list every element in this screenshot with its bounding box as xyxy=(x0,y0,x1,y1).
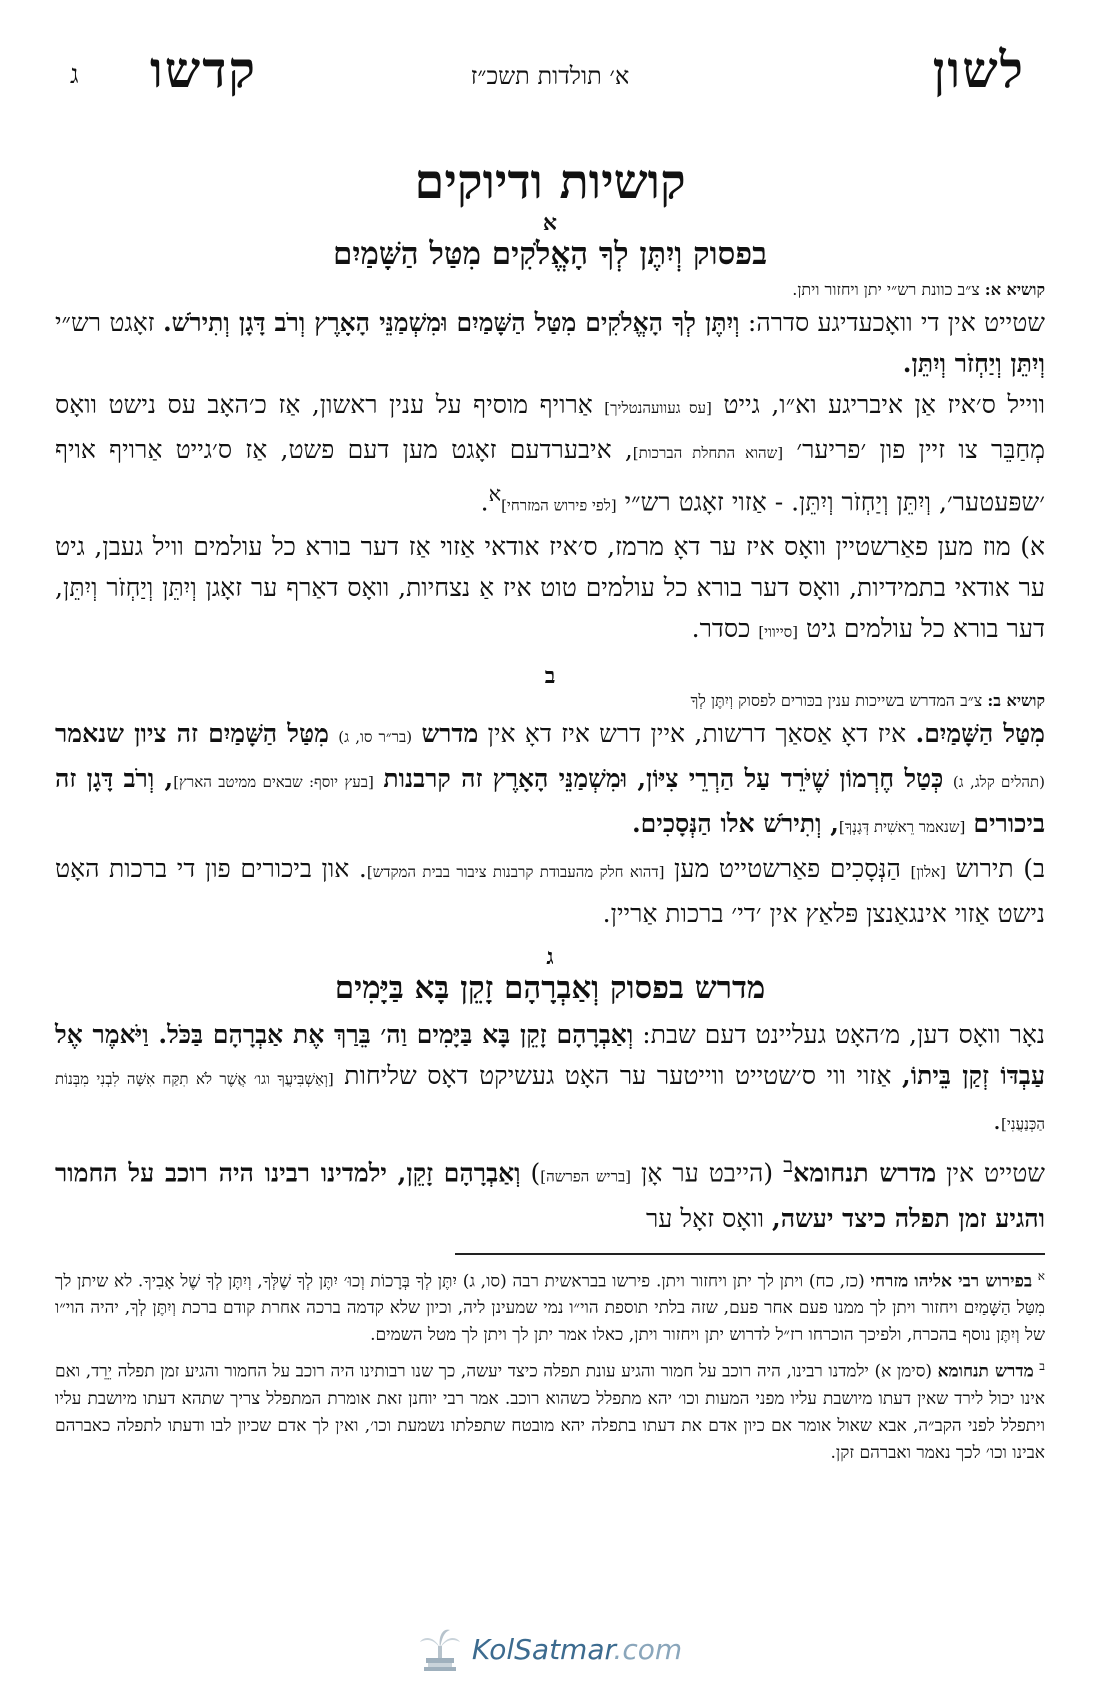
header-title-right: לשון xyxy=(932,40,1025,99)
kushya-a-label: קושיא א: xyxy=(984,280,1045,299)
kushya-b-text: צ״ב המדרש בשייכות ענין בכּורים לפסוק וְיִתֶּן לְךָ xyxy=(690,691,983,711)
section-a-letter: א xyxy=(542,210,558,236)
section-a-title: בפסוק וְיִתֶּן לְךָ הָאֱלֹקִים מִטַּל הַשָּׁמַיִם xyxy=(332,236,768,272)
section-c-paragraph-2: שטייט אין מדרש תנחומא$^ב$ (הייבט ער אָן [בריש הפרשה]) וְאַבְרָהָם זָקֵן, ילמדינו רבינו היה רוכב על החמור והגיע זמן תפלה כיצד יעשה, וואָס זאָל ער xyxy=(55,1153,1046,1233)
footnote-a: $^א$ בפירוש רבי אליהו מזרחי (כז, כח) ויתן לך יתן ויחזור ויתן. פירשו בבראשית רבה (סו, ג) יִתֶּן לְךָ בְּרָכוֹת וְכוּ׳ יִתֶּן לְךָ שֶׁלְּךָ, וְיִתֶּן לְךָ שֶׁל אָבִיךָ. לא שיתן לך מִטַּל הַשָּׁמַיִם ויחזור ויתן לך ממנו פעם אחר פעם, שזה בלתי תוספת הוי״ו נמי שמעינן ליה, וכיון שלא קדמה ברכה אחרת קודם ברכת וְיִתֶּן לְךָ, יהיה הוי״ו של וְיִתֶּן נוסף בהכרח, ולפיכך הוכרחו רז״ל לדרוש יתן ויחזור ויתן, כאלו אמר יתן לך ויתן לך מטל השמים. xyxy=(55,1268,1045,1346)
rashi-quote: וְיִתֵּן וְיַחְזֹר וְיִתֵּן. xyxy=(902,349,1045,378)
kushya-a xyxy=(55,280,1045,300)
kushya-a-text: צ״ב כוונת רש״י יתן ויחזור ויתן. xyxy=(792,280,980,299)
section-c-title: מדרש בפסוק וְאַבְרָהָם זָקֵן בָּא בַּיָּמִים xyxy=(334,970,766,1007)
page-number: ג xyxy=(70,60,79,90)
section-c-letter: ג xyxy=(546,944,554,971)
section-b-paragraph-2: ב) תירוש [אלון] הַנְּסָכִים פאַרשטייט מען [דהוא חלק מהעבודת קרבנות ציבור בבית המקדש]. און ביכורים פון די ברכות האָט נישט אַזוי אינגאַנצן פּלאַץ אין ׳די׳ ברכות אַריין. xyxy=(55,854,1046,929)
footnote-mark-b: ב xyxy=(1039,1359,1046,1374)
kushya-b-label: קושיא ב: xyxy=(987,691,1045,711)
section-a-paragraph-2: ווייל ס׳איז אַן איבריגע וא״ו, גייט [עס געוועהנטליך] אַרויף מוסיף על ענין ראשון, אַז כ׳האָב עס נישט וואָס מְחַבֵּר צו זיין פון ׳פריער׳ [שהוא התחלת הברכות], איבערדעם זאָגט מען דעם פשט, אַז ס׳גייט אַרויף אויף ׳שפּעטער׳, וְיִתֵּן וְיַחְזֹר וְיִתֵּן. - אַזוי זאָגט רש״י [לפי פירוש המזרחי]$^א$. xyxy=(55,390,1046,517)
section-b-letter: ב xyxy=(544,663,556,690)
footnote-mark-a: א xyxy=(1037,1268,1045,1283)
footnote-ref-b[interactable]: ב xyxy=(783,1153,794,1178)
header-title-left: קדשו xyxy=(150,40,257,99)
footnote-ref-a[interactable]: א xyxy=(488,482,502,506)
section-a-paragraph-1: שטייט אין די וואָכעדיגע סדרה: וְיִתֶּן לְךָ הָאֱלֹקִים מִטַּל הַשָּׁמַיִם וּמִשְׁמַנֵּי הָאָרֶץ וְרֹב דָּגָן וְתִירֹשׁ. זאָגט רש״י וְיִתֵּן וְיַחְזֹר וְיִתֵּן. xyxy=(55,308,1046,378)
kushya-b xyxy=(55,691,1045,711)
page-header xyxy=(55,40,1045,120)
section-b-paragraph-1: מִטַּל הַשָּׁמַיִם. איז דאָ אַסאַך דרשות, איין דרש איז דאָ אין מדרש (בר״ר סו, ג) מִטַּל הַשָּׁמַיִם זה ציון שנאמר (תהלים קלג, ג) כְּטַל חֶרְמוֹן שֶׁיֹּרֵד עַל הַרְרֵי צִיּוֹן, וּמִשְׁמַנֵּי הָאָרֶץ זה קרבנות [בעץ יוסף: שבאים ממיטב הארץ], וְרֹב דָּגָן זה ביכורים [שנאמר רֵאשִׁית דְּגָנְךָ], וְתִירֹשׁ אלו הַנְּסָכִים. xyxy=(55,719,1045,839)
header-date: א׳ תולדות תשכ״ז xyxy=(470,62,630,90)
verse-quote: וְיִתֶּן לְךָ הָאֱלֹקִים מִטַּל הַשָּׁמַיִם וּמִשְׁמַנֵּי הָאָרֶץ וְרֹב דָּגָן וְתִירֹשׁ. xyxy=(162,308,740,337)
footnote-b: $^ב$ מדרש תנחומא (סימן א) ילמדנו רבינו, היה רוכב על חמור והגיע עונת תפלה כיצד יעשה, כך שנו רבותינו היה רוכב על החמור והגיע זמן תפלה יֵרֵד, ואם אינו יכול לירד שאין דעתו מיושבת עליו מפני המעות וכו׳ יהא מתפלל כשהוא רוכב. אמר רבי יוחנן זאת אומרת המתפלל צריך שתהא דעתו מיושבת עליו ויתפלל לפני הקב״ה, אבא שאול אומר אם כיון אדם את דעתו בתפלה יהא מובטח שתפלתו נשמעת וכו׳, ואין לך אדם שכיון לבו ודעתו לתפלה כאברהם אבינו וכו׳ לכך נאמר ואברהם זקן. xyxy=(55,1359,1046,1463)
footnote-divider xyxy=(455,1253,1045,1255)
page-title: קושיות ודיוקים xyxy=(414,154,686,210)
section-c-paragraph-1: נאָר וואָס דען, מ׳האָט געליינט דעם שבת: וְאַבְרָהָם זָקֵן בָּא בַּיָּמִים וַה׳ בֵּרַךְ אֶת אַבְרָהָם בַּכֹּל. וַיֹּאמֶר אֶל עַבְדּוֹ זְקַן בֵּיתוֹ, אַזוי ווי ס׳שטייט ווייטער ער האָט געשיקט דאָס שליחות [וְאַשְׁבִּיעֲךָ וגו׳ אֲשֶׁר לֹא תִקַּח אִשָּׁה לִבְנִי מִבְּנוֹת הַכְּנַעֲנִי]. xyxy=(55,1020,1046,1136)
logo-text: KolSatmar.com xyxy=(471,1632,683,1666)
page xyxy=(55,40,1045,1471)
palm-tree-books-icon xyxy=(418,1626,462,1672)
section-a-paragraph-3: א) מוז מען פאַרשטיין וואָס איז ער דאָ מרמז, ס׳איז אודאי אַזוי אַז דער בורא כל עולמים וויל געבן, גיט ער אודאי בתמידיות, וואָס דער בורא כל עולמים טוט איז אַ נצחיות, וואָס דאַרף ער זאָגן וְיִתֵּן וְיַחְזֹר וְיִתֵּן, דער בורא כל עולמים גיט [סייווי] כסדר. xyxy=(55,532,1045,644)
kolsatmar-logo[interactable] xyxy=(0,1626,1100,1672)
